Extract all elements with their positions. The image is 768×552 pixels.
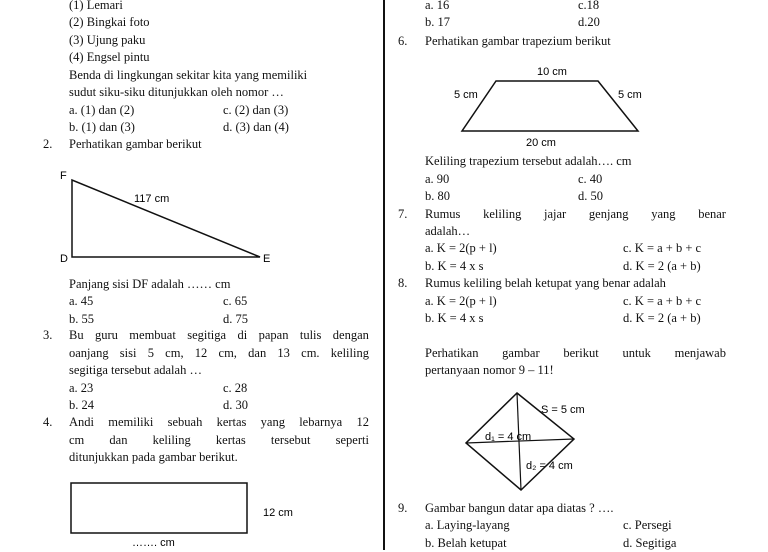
q3-answer-d: d. 30 xyxy=(223,398,248,412)
q8-answer-d: d. K = 2 (a + b) xyxy=(623,311,701,325)
q4-stem-line2: cm dan keliling kertas tersebut seperti xyxy=(69,433,369,447)
q2-number: 2. xyxy=(43,137,53,151)
vertex-d-label: D xyxy=(60,253,68,265)
q6-answer-b: b. 80 xyxy=(425,189,450,203)
q2-stem: Perhatikan gambar berikut xyxy=(69,137,202,151)
side-length-label: S = 5 cm xyxy=(541,404,585,416)
q9-stem: Gambar bangun datar apa diatas ? …. xyxy=(425,501,614,515)
q3-stem-line2: oanjang sisi 5 cm, 12 cm, dan 13 cm. keliling xyxy=(69,346,369,360)
q2-answer-d: d. 75 xyxy=(223,312,248,326)
trapezoid-shape xyxy=(462,81,638,131)
q9-answer-a: a. Laying-layang xyxy=(425,518,510,532)
q8-answer-a: a. K = 2(p + l) xyxy=(425,294,497,308)
trapezoid-left-label: 5 cm xyxy=(454,89,478,101)
q5-answer-b: b. 17 xyxy=(425,15,450,29)
right-triangle-figure xyxy=(60,165,280,265)
trapezoid-right-label: 5 cm xyxy=(618,89,642,101)
q8-number: 8. xyxy=(398,276,408,290)
q6-question: Keliling trapezium tersebut adalah…. cm xyxy=(425,154,632,168)
q7-number: 7. xyxy=(398,207,408,221)
q1-answer-c: c. (2) dan (3) xyxy=(223,103,289,117)
rhombus-figure xyxy=(460,390,600,495)
q7-stem-line1: Rumus keliling jajar genjang yang benar xyxy=(425,207,726,221)
q5-answer-a: a. 16 xyxy=(425,0,450,12)
q7-answer-b: b. K = 4 x s xyxy=(425,259,484,273)
q7-stem-line2: adalah… xyxy=(425,224,471,238)
q1-option-1: (1) Lemari xyxy=(69,0,123,12)
q3-stem-line3: segitiga tersebut adalah … xyxy=(69,363,202,377)
q6-stem: Perhatikan gambar trapezium berikut xyxy=(425,34,611,48)
column-divider xyxy=(383,0,385,550)
diagonal-2-label: d₂ = 4 cm xyxy=(526,460,573,472)
q7-answer-c: c. K = a + b + c xyxy=(623,241,702,255)
q8-stem: Rumus keliling belah ketupat yang benar adalah xyxy=(425,276,666,290)
trapezoid-bottom-label: 20 cm xyxy=(526,137,556,149)
q1-answer-a: a. (1) dan (2) xyxy=(69,103,135,117)
q4-stem-line3: ditunjukkan pada gambar berikut. xyxy=(69,450,238,464)
rectangle-width-label: 12 cm xyxy=(263,507,293,519)
vertex-e-label: E xyxy=(263,253,271,265)
q3-answer-c: c. 28 xyxy=(223,381,248,395)
diagonal-1-label: d₁ = 4 cm xyxy=(485,431,532,443)
trapezoid-top-label: 10 cm xyxy=(537,66,567,78)
q1-option-2: (2) Bingkai foto xyxy=(69,15,150,29)
intro-line1: Perhatikan gambar berikut untuk menjawab xyxy=(425,346,726,360)
intro-line2: pertanyaan nomor 9 – 11! xyxy=(425,363,554,377)
q6-answer-a: a. 90 xyxy=(425,172,450,186)
paper-rectangle-figure xyxy=(70,482,310,552)
q6-answer-d: d. 50 xyxy=(578,189,603,203)
q9-answer-d: d. Segitiga xyxy=(623,536,677,550)
q4-stem-line1: Andi memiliki sebuah kertas yang lebarnya 12 xyxy=(69,415,369,429)
q1-stem-line1: Benda di lingkungan sekitar kita yang memiliki xyxy=(69,68,308,82)
q2-answer-c: c. 65 xyxy=(223,294,248,308)
q1-answer-b: b. (1) dan (3) xyxy=(69,120,135,134)
q1-stem-line2: sudut siku-siku ditunjukkan oleh nomor … xyxy=(69,85,284,99)
q5-answer-d: d.20 xyxy=(578,15,600,29)
rectangle-length-blank: ……. cm xyxy=(132,537,175,549)
q1-answer-d: d. (3) dan (4) xyxy=(223,120,289,134)
q2-question: Panjang sisi DF adalah …… cm xyxy=(69,277,231,291)
q9-answer-c: c. Persegi xyxy=(623,518,672,532)
trapezoid-figure xyxy=(450,62,660,152)
q1-option-3: (3) Ujung paku xyxy=(69,33,146,47)
q3-answer-b: b. 24 xyxy=(69,398,94,412)
q3-stem-line1: Bu guru membuat segitiga di papan tulis dengan xyxy=(69,328,369,342)
q3-answer-a: a. 23 xyxy=(69,381,94,395)
q9-number: 9. xyxy=(398,501,408,515)
q3-number: 3. xyxy=(43,328,53,342)
vertex-f-label: F xyxy=(60,170,67,182)
q7-answer-d: d. K = 2 (a + b) xyxy=(623,259,701,273)
q8-answer-c: c. K = a + b + c xyxy=(623,294,702,308)
q5-answer-c: c.18 xyxy=(578,0,600,12)
q2-answer-a: a. 45 xyxy=(69,294,94,308)
q2-answer-b: b. 55 xyxy=(69,312,94,326)
q7-answer-a: a. K = 2(p + l) xyxy=(425,241,497,255)
q8-answer-b: b. K = 4 x s xyxy=(425,311,484,325)
hypotenuse-label: 117 cm xyxy=(134,193,170,205)
triangle-shape xyxy=(72,180,260,257)
q1-option-4: (4) Engsel pintu xyxy=(69,50,150,64)
q4-number: 4. xyxy=(43,415,53,429)
rectangle-shape xyxy=(71,483,247,533)
q6-number: 6. xyxy=(398,34,408,48)
q6-answer-c: c. 40 xyxy=(578,172,603,186)
q9-answer-b: b. Belah ketupat xyxy=(425,536,507,550)
